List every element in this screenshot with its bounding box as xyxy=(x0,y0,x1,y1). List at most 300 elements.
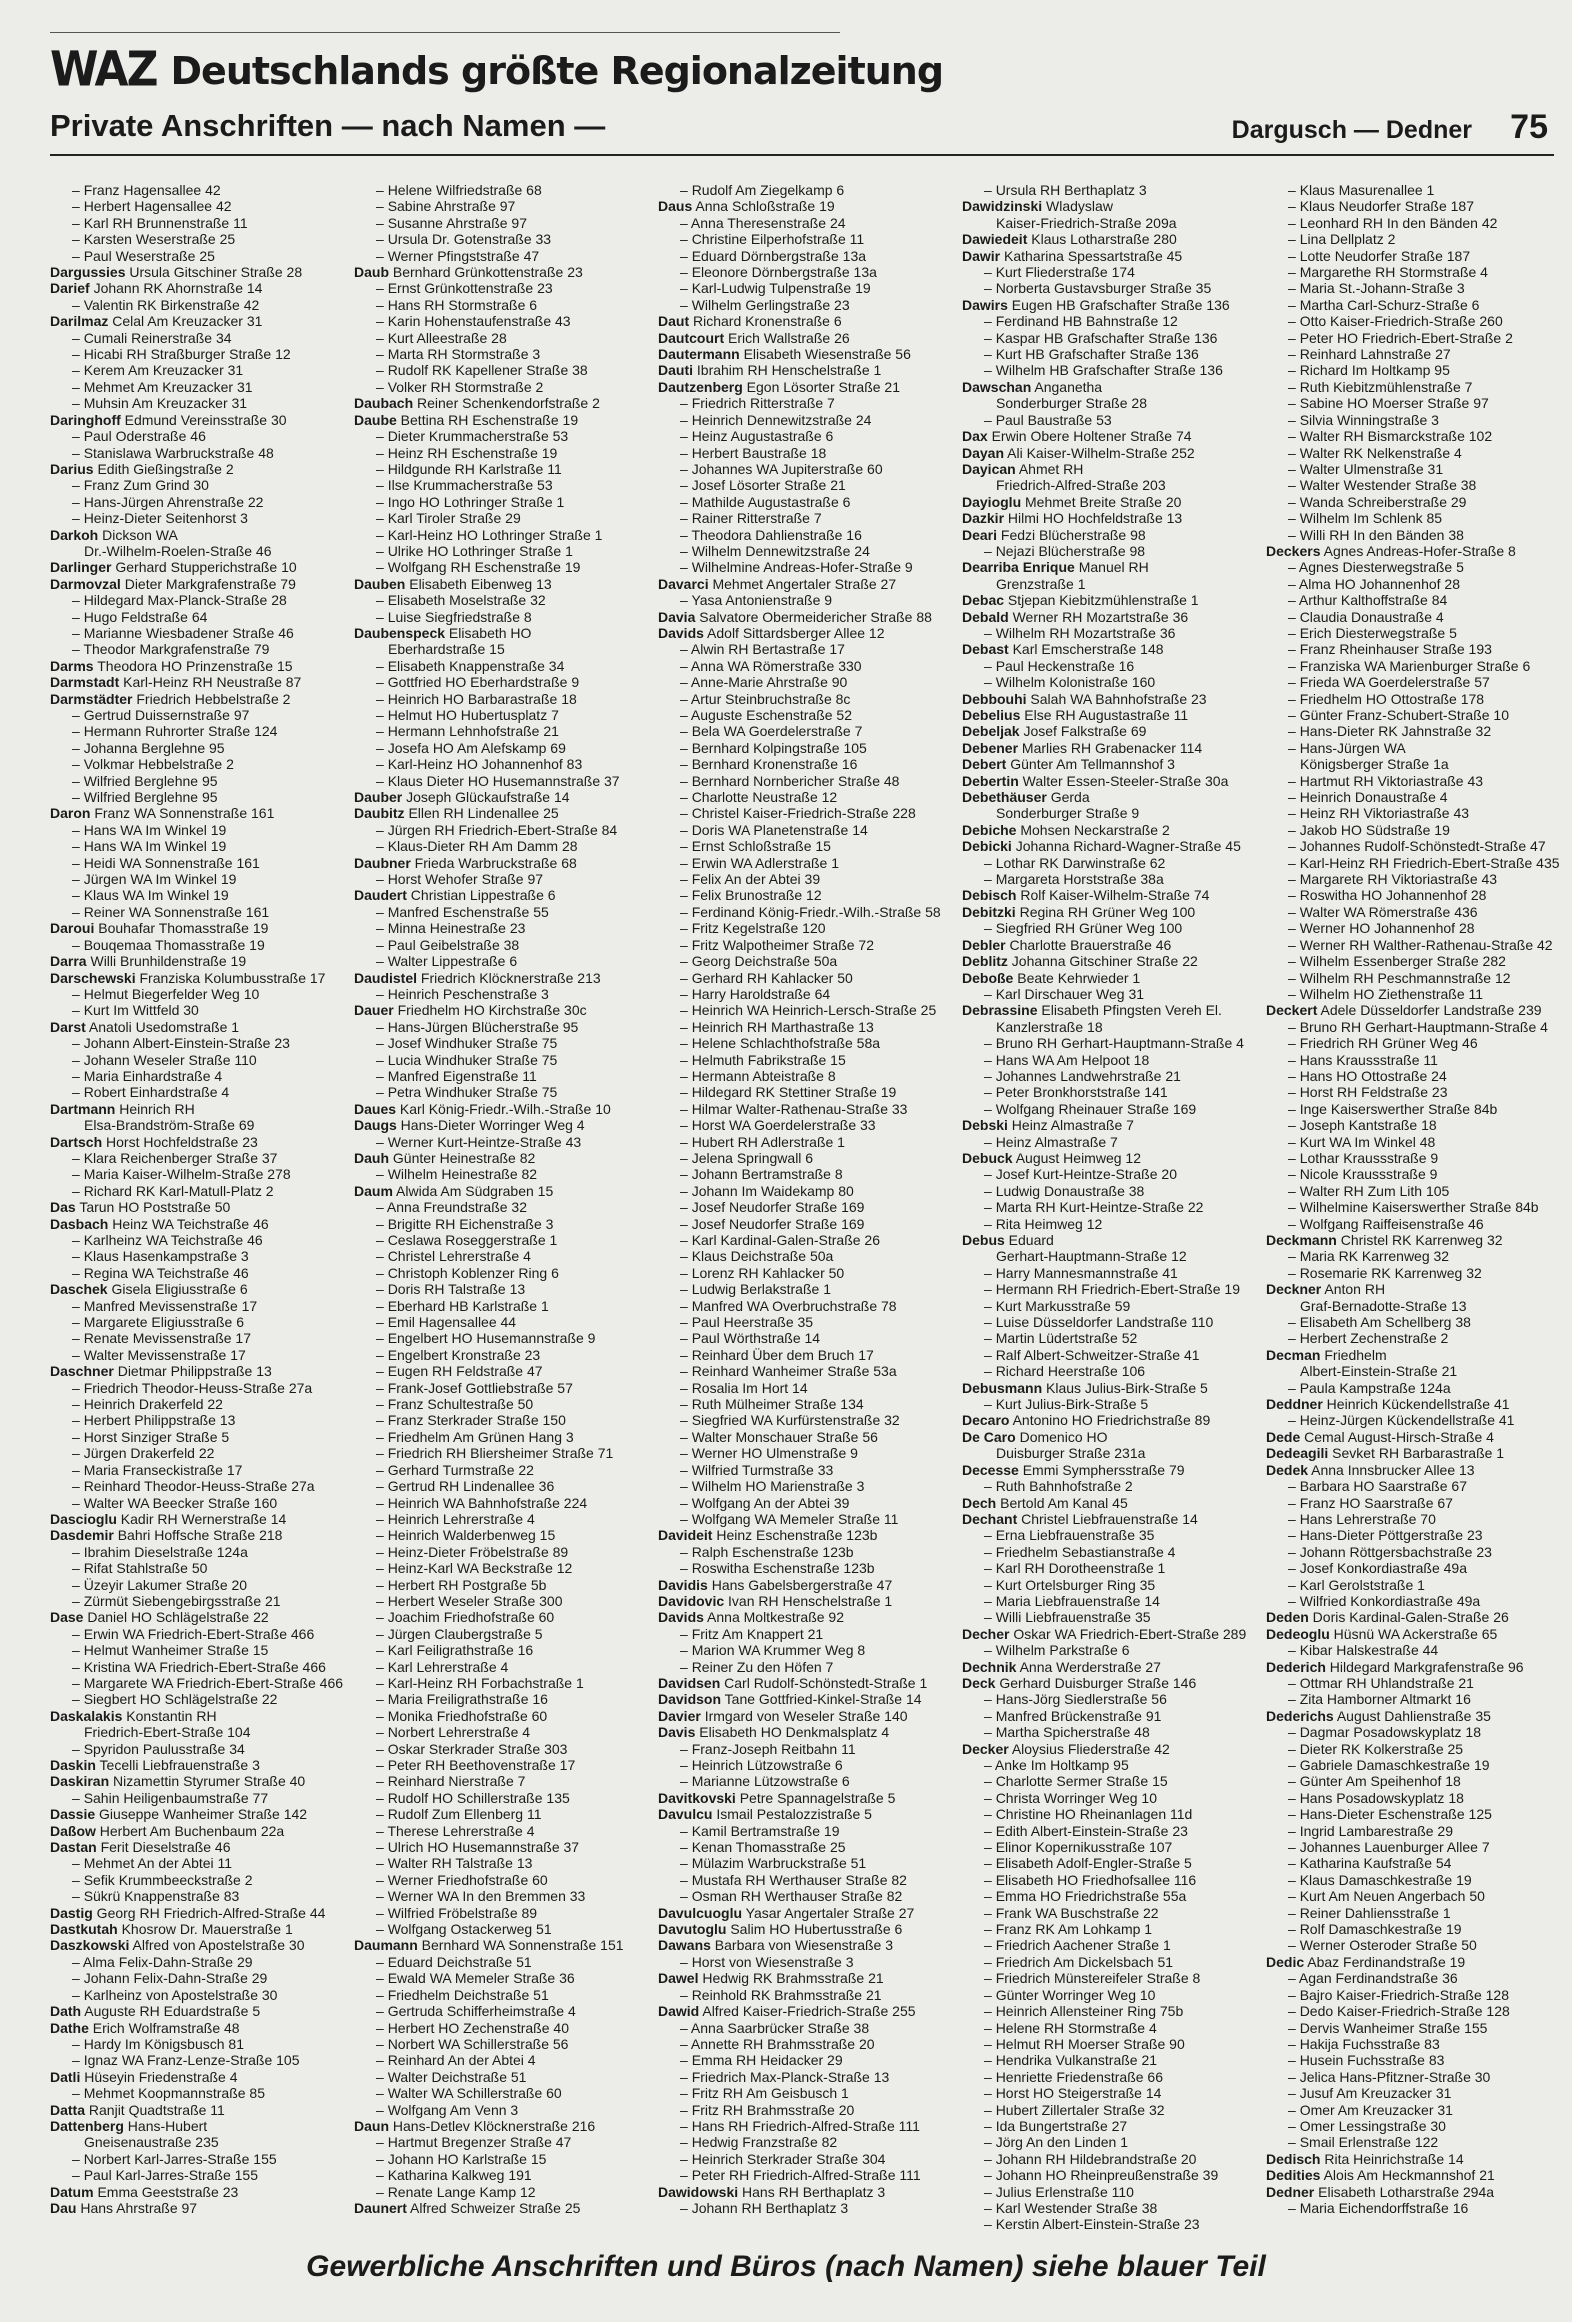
directory-sub-entry: – Siegfried WA Kurfürstenstraße 32 xyxy=(658,1412,946,1428)
directory-sub-entry: – Dagmar Posadowskyplatz 18 xyxy=(1266,1724,1554,1740)
directory-sub-entry: – Dieter Krummacherstraße 53 xyxy=(354,428,642,444)
surname: Daubenspeck xyxy=(354,624,446,641)
entry-details: Anna Werderstraße 27 xyxy=(1016,1658,1161,1675)
directory-sub-entry: – Hermann Abteistraße 8 xyxy=(658,1068,946,1084)
entry-details: Cemal August-Hirsch-Straße 4 xyxy=(1300,1428,1494,1445)
directory-sub-entry: – Werner RH Walther-Rathenau-Straße 42 xyxy=(1266,937,1554,953)
directory-sub-entry: – Kerstin Albert-Einstein-Straße 23 xyxy=(962,2216,1250,2232)
directory-sub-entry: – Margarete Eligiusstraße 6 xyxy=(50,1314,338,1330)
directory-sub-entry: – Rosalia Im Hort 14 xyxy=(658,1380,946,1396)
entry-details: Anna Moltkestraße 92 xyxy=(703,1609,844,1626)
surname: Dechnik xyxy=(962,1658,1017,1675)
surname: Debertin xyxy=(962,772,1019,789)
directory-sub-entry: – Hildegard Max-Planck-Straße 28 xyxy=(50,592,338,608)
surname: Daudert xyxy=(354,887,407,904)
directory-sub-entry: – Horst Sinziger Straße 5 xyxy=(50,1429,338,1445)
directory-sub-entry: – Reiner WA Sonnenstraße 161 xyxy=(50,904,338,920)
directory-entry xyxy=(658,576,946,592)
entry-details: Ibrahim RH Henschelstraße 1 xyxy=(693,362,882,379)
entry-details: Christel Liebfrauenstraße 14 xyxy=(1017,1510,1198,1527)
surname: Darmstädter xyxy=(50,690,133,707)
surname: Dayan xyxy=(962,444,1005,461)
directory-sub-entry: – Helmut RH Moerser Straße 90 xyxy=(962,2036,1250,2052)
directory-sub-entry: – Wilhelm Essenberger Straße 282 xyxy=(1266,953,1554,969)
directory-sub-entry: – Helene Schlachthofstraße 58a xyxy=(658,1035,946,1051)
directory-sub-entry: – Annette RH Brahmsstraße 20 xyxy=(658,2036,946,2052)
surname: Dasbach xyxy=(50,1215,109,1232)
directory-sub-entry: – Hans WA Im Winkel 19 xyxy=(50,822,338,838)
directory-sub-entry: – Mülazim Warbruckstraße 51 xyxy=(658,1855,946,1871)
directory-sub-entry: – Johanna Berglehne 95 xyxy=(50,740,338,756)
surname: Daringhoff xyxy=(50,411,121,428)
directory-entry xyxy=(50,2200,338,2216)
directory-sub-entry: – Paul Karl-Jarres-Straße 155 xyxy=(50,2167,338,2183)
entry-details: Heinz Eschenstraße 123b xyxy=(712,1527,878,1544)
directory-sub-entry: – Reinhard Wanheimer Straße 53a xyxy=(658,1363,946,1379)
directory-sub-entry: – Wilfried Berglehne 95 xyxy=(50,789,338,805)
entry-details: Alfred Schweizer Straße 25 xyxy=(406,2199,581,2216)
directory-entry xyxy=(962,937,1250,953)
directory-sub-entry: – Karl-Heinz RH Friedrich-Ebert-Straße 435 xyxy=(1266,855,1554,871)
directory-entry xyxy=(50,805,338,821)
surname: Dauer xyxy=(354,1002,394,1019)
directory-sub-entry: – Klaus Dieter HO Husemannstraße 37 xyxy=(354,773,642,789)
directory-sub-entry: – Peter RH Beethovenstraße 17 xyxy=(354,1757,642,1773)
entry-details: Christel RK Karrenweg 32 xyxy=(1336,1232,1503,1248)
directory-sub-entry: – Anna Freundstraße 32 xyxy=(354,1199,642,1215)
directory-sub-entry: – Alma HO Johannenhof 28 xyxy=(1266,576,1554,592)
directory-sub-entry: – Hans Posadowskyplatz 18 xyxy=(1266,1790,1554,1806)
directory-sub-entry: – Jelena Springwall 6 xyxy=(658,1150,946,1166)
directory-sub-entry: – Hans HO Ottostraße 24 xyxy=(1266,1068,1554,1084)
entry-details: Ivan RH Henschelstraße 1 xyxy=(724,1592,893,1609)
directory-sub-entry: – Ludwig Berlakstraße 1 xyxy=(658,1281,946,1297)
directory-sub-entry: – Wilfried Berglehne 95 xyxy=(50,773,338,789)
directory-sub-entry: – Ignaz WA Franz-Lenze-Straße 105 xyxy=(50,2052,338,2068)
entry-details: Günter Heinestraße 82 xyxy=(389,1149,536,1166)
directory-entry xyxy=(354,970,642,986)
directory-sub-entry: – Fritz RH Am Geisbusch 1 xyxy=(658,2085,946,2101)
directory-sub-entry: – Kristina WA Friedrich-Ebert-Straße 466 xyxy=(50,1659,338,1675)
surname: Daudistel xyxy=(354,969,418,986)
directory-sub-entry: – Walter WA Beecker Straße 160 xyxy=(50,1495,338,1511)
directory-sub-entry: – Gertruda Schifferheimstraße 4 xyxy=(354,2003,642,2019)
directory-sub-entry: – Karin Hohenstaufenstraße 43 xyxy=(354,313,642,329)
entry-details: Bernhard Grünkottenstraße 23 xyxy=(389,264,583,281)
entry-details: Elisabeth Pfingsten Vereh El. xyxy=(1037,1002,1222,1019)
surname: Dase xyxy=(50,1609,84,1626)
directory-sub-entry: – Ulrike HO Lothringer Straße 1 xyxy=(354,543,642,559)
directory-entry xyxy=(962,592,1250,608)
entry-continuation: Sonderburger Straße 28 xyxy=(996,395,1147,412)
directory-entry xyxy=(658,198,946,214)
entry-details: Eugen HB Grafschafter Straße 136 xyxy=(1007,296,1230,313)
directory-sub-entry: – Smail Erlenstraße 122 xyxy=(1266,2134,1554,2150)
directory-sub-entry: – Kurt WA Im Winkel 48 xyxy=(1266,1134,1554,1150)
directory-sub-entry: – Inge Kaiserswerther Straße 84b xyxy=(1266,1101,1554,1117)
surname: Debiche xyxy=(962,821,1017,838)
surname: Davis xyxy=(658,1724,696,1741)
surname: Dastan xyxy=(50,1839,97,1856)
directory-entry xyxy=(1266,1462,1554,1478)
directory-sub-entry: – Ferdinand HB Bahnstraße 12 xyxy=(962,313,1250,329)
surname: Deblitz xyxy=(962,953,1008,970)
directory-sub-entry: – Anna Theresenstraße 24 xyxy=(658,215,946,231)
entry-details: Frieda Warbruckstraße 68 xyxy=(410,854,577,871)
directory-sub-entry: – Heinz Augustastraße 6 xyxy=(658,428,946,444)
entry-details: Anton RH xyxy=(1321,1281,1386,1298)
directory-sub-entry: – Friedrich Aachener Straße 1 xyxy=(962,1937,1250,1953)
directory-sub-entry: – Gerhard RH Kahlacker 50 xyxy=(658,970,946,986)
entry-details: Bahri Hoffsche Straße 218 xyxy=(113,1527,283,1544)
directory-sub-entry: – Heinz-Jürgen Kückendellstraße 41 xyxy=(1266,1412,1554,1428)
directory-entry xyxy=(50,1609,338,1625)
entry-details: Carl Rudolf-Schönstedt-Straße 1 xyxy=(720,1674,928,1691)
directory-sub-entry: – Alma Felix-Dahn-Straße 29 xyxy=(50,1954,338,1970)
directory-sub-entry: – Lothar RK Darwinstraße 62 xyxy=(962,855,1250,871)
directory-sub-entry: – Auguste Eschenstraße 52 xyxy=(658,707,946,723)
directory-entry xyxy=(1266,2167,1554,2183)
surname: Dawschan xyxy=(962,378,1032,395)
surname: Dedner xyxy=(1266,2183,1315,2200)
directory-sub-entry: – Klaus Masurenallee 1 xyxy=(1266,182,1554,198)
entry-details: Salim HO Hubertusstraße 6 xyxy=(726,1921,903,1938)
entry-details: Emmi Symphersstraße 79 xyxy=(1018,1461,1185,1478)
directory-entry xyxy=(1266,1609,1554,1625)
entry-details: Franziska Kolumbusstraße 17 xyxy=(135,969,326,986)
entry-details: Johanna Gitschiner Straße 22 xyxy=(1007,953,1198,970)
directory-entry xyxy=(658,1675,946,1691)
directory-sub-entry: – Wolfgang WA Memeler Straße 11 xyxy=(658,1511,946,1527)
directory-sub-entry: – Ottmar RH Uhlandstraße 21 xyxy=(1266,1675,1554,1691)
directory-sub-entry: – Wilhelm RH Peschmannstraße 12 xyxy=(1266,970,1554,986)
entry-details: Stjepan Kiebitzmühlenstraße 1 xyxy=(1004,592,1199,609)
directory-sub-entry: – Elisabeth Adolf-Engler-Straße 5 xyxy=(962,1855,1250,1871)
directory-sub-entry: – Wilhelm Kolonistraße 160 xyxy=(962,674,1250,690)
directory-sub-entry: – Peter HO Friedrich-Ebert-Straße 2 xyxy=(1266,330,1554,346)
entry-details: Bettina RH Eschenstraße 19 xyxy=(396,411,579,428)
directory-sub-entry: – Dervis Wanheimer Straße 155 xyxy=(1266,2020,1554,2036)
entry-details: Hans-Hubert xyxy=(123,2117,208,2134)
directory-sub-entry: – Nicole Kraussstraße 9 xyxy=(1266,1166,1554,1182)
directory-sub-entry: – Jürgen RH Friedrich-Ebert-Straße 84 xyxy=(354,822,642,838)
surname: Dassie xyxy=(50,1806,96,1823)
directory-sub-entry: – Willi RH In den Bänden 38 xyxy=(1266,527,1554,543)
directory-sub-entry: – Friedhelm Deichstraße 51 xyxy=(354,1987,642,2003)
entry-continuation: Graf-Bernadotte-Straße 13 xyxy=(1300,1297,1467,1314)
directory-sub-entry: – Dieter RK Kolkerstraße 25 xyxy=(1266,1741,1554,1757)
directory-entry xyxy=(962,1150,1250,1166)
directory-entry xyxy=(962,248,1250,264)
directory-sub-entry: – Elisabeth Moselstraße 32 xyxy=(354,592,642,608)
directory-entry xyxy=(50,1363,338,1379)
surname: Deden xyxy=(1266,1609,1309,1626)
directory-entry xyxy=(658,313,946,329)
directory-sub-entry: – Mustafa RH Werthauser Straße 82 xyxy=(658,1872,946,1888)
surname: Dawirs xyxy=(962,296,1008,313)
directory-sub-entry: – Hedwig Franzstraße 82 xyxy=(658,2134,946,2150)
directory-sub-entry: – Ludwig Donaustraße 38 xyxy=(962,1183,1250,1199)
entry-details: Karl König-Friedr.-Wilh.-Straße 10 xyxy=(396,1100,611,1117)
surname: Dedic xyxy=(1266,1953,1305,1970)
directory-sub-entry: – Ernst Grünkottenstraße 23 xyxy=(354,280,642,296)
column-5 xyxy=(1266,182,1560,2216)
entry-details: Friedhelm HO Kirchstraße 30c xyxy=(393,1002,587,1019)
entry-details: Gerhard Stupperichstraße 10 xyxy=(111,559,297,576)
entry-details: Gisela Eligiusstraße 6 xyxy=(107,1281,248,1298)
entry-details: Reiner Schenkendorfstraße 2 xyxy=(413,395,600,412)
entry-details: Erich Wolframstraße 48 xyxy=(88,2019,240,2036)
entry-details: Bouhafar Thomasstraße 19 xyxy=(94,920,269,937)
directory-entry xyxy=(1266,1954,1554,1970)
directory-entry xyxy=(962,691,1250,707)
directory-sub-entry: – Ingo HO Lothringer Straße 1 xyxy=(354,494,642,510)
directory-entry xyxy=(962,1495,1250,1511)
directory-entry xyxy=(962,707,1250,723)
entry-details: Katharina Spessartstraße 45 xyxy=(1000,247,1183,264)
directory-sub-entry: – Charlotte Neustraße 12 xyxy=(658,789,946,805)
entry-details: Richard Kronenstraße 6 xyxy=(689,313,842,330)
directory-sub-entry: – Reinhold RK Brahmsstraße 21 xyxy=(658,1987,946,2003)
directory-sub-entry: – Bouqemaa Thomasstraße 19 xyxy=(50,937,338,953)
directory-sub-entry: – Karl Lehrerstraße 4 xyxy=(354,1659,642,1675)
directory-sub-entry: – Harry Mannesmannstraße 41 xyxy=(962,1265,1250,1281)
directory-sub-entry: – Hans-Dieter RK Jahnstraße 32 xyxy=(1266,723,1554,739)
entry-details: Emma Geeststraße 23 xyxy=(93,2183,239,2200)
waz-logo: WAZ xyxy=(50,41,157,98)
directory-sub-entry: – Artur Steinbruchstraße 8c xyxy=(658,691,946,707)
directory-sub-entry: – Wilfried Turmstraße 33 xyxy=(658,1462,946,1478)
directory-sub-entry: – Ralph Eschenstraße 123b xyxy=(658,1544,946,1560)
directory-entry xyxy=(1266,1002,1554,1018)
surname: Daubitz xyxy=(354,805,405,822)
entry-details: Ismail Pestalozzistraße 5 xyxy=(712,1806,872,1823)
directory-sub-entry: – Omer Lessingstraße 30 xyxy=(1266,2118,1554,2134)
entry-details: Alwida Am Südgraben 15 xyxy=(392,1182,554,1199)
directory-sub-entry: – Jakob HO Südstraße 19 xyxy=(1266,822,1554,838)
directory-sub-entry: – Wilhelm Dennewitzstraße 24 xyxy=(658,543,946,559)
directory-sub-entry: – Maria Einhardstraße 4 xyxy=(50,1068,338,1084)
directory-entry xyxy=(1266,1347,1554,1363)
directory-entry xyxy=(962,379,1250,395)
entry-details: Elisabeth HO xyxy=(445,624,532,641)
directory-sub-entry: – Wilhelm HB Grafschafter Straße 136 xyxy=(962,362,1250,378)
directory-sub-entry: – Joachim Friedhofstraße 60 xyxy=(354,1609,642,1625)
directory-sub-entry: – Werner Pfingststraße 47 xyxy=(354,248,642,264)
directory-sub-entry: – Wilhelm HO Ziethenstraße 11 xyxy=(1266,986,1554,1002)
directory-sub-entry: – Oskar Sterkrader Straße 303 xyxy=(354,1741,642,1757)
directory-sub-entry: – Ibrahim Dieselstraße 124a xyxy=(50,1544,338,1560)
directory-entry xyxy=(50,1019,338,1035)
surname: Dasdemir xyxy=(50,1527,114,1544)
entry-details: August Heimweg 12 xyxy=(1012,1149,1141,1166)
directory-sub-entry: – Volker RH Stormstraße 2 xyxy=(354,379,642,395)
entry-details: Rita Heinrichstraße 14 xyxy=(1320,2150,1464,2167)
surname: Dawidowski xyxy=(658,2183,739,2200)
directory-sub-entry: – Hans WA Am Helpoot 18 xyxy=(962,1052,1250,1068)
entry-details: Bernhard WA Sonnenstraße 151 xyxy=(417,1937,624,1954)
directory-entry xyxy=(962,773,1250,789)
directory-sub-entry: – Horst WA Goerdelerstraße 33 xyxy=(658,1117,946,1133)
directory-entry xyxy=(962,1659,1250,1675)
directory-sub-entry: – Paula Kampstraße 124a xyxy=(1266,1380,1554,1396)
directory-sub-entry: – Maria Liebfrauenstraße 14 xyxy=(962,1593,1250,1609)
directory-sub-entry: – Norbert WA Schillerstraße 56 xyxy=(354,2036,642,2052)
surname: Davidson xyxy=(658,1691,722,1708)
directory-entry xyxy=(354,2118,642,2134)
directory-sub-entry: – Jusuf Am Kreuzacker 31 xyxy=(1266,2085,1554,2101)
entry-details: Ahmet RH xyxy=(1015,460,1084,477)
directory-entry xyxy=(962,609,1250,625)
entry-details: Celal Am Kreuzacker 31 xyxy=(108,313,263,330)
directory-sub-entry: – Erwin WA Friedrich-Ebert-Straße 466 xyxy=(50,1626,338,1642)
directory-sub-entry: – Franz HO Saarstraße 67 xyxy=(1266,1495,1554,1511)
surname: Debert xyxy=(962,756,1007,773)
directory-sub-entry: – Elisabeth HO Friedhofsallee 116 xyxy=(962,1872,1250,1888)
directory-sub-entry: – Josef Lösorter Straße 21 xyxy=(658,477,946,493)
directory-sub-entry: – Friedrich Münstereifeler Straße 8 xyxy=(962,1970,1250,1986)
directory-sub-entry: – Maria Eichendorffstraße 16 xyxy=(1266,2200,1554,2216)
entry-details: Else RH Augustastraße 11 xyxy=(1020,707,1189,723)
directory-sub-entry: – Friedrich RH Bliersheimer Straße 71 xyxy=(354,1445,642,1461)
entry-details: Egon Lösorter Straße 21 xyxy=(742,378,900,395)
surname: Dascioglu xyxy=(50,1510,117,1527)
directory-sub-entry: – Friedrich Max-Planck-Straße 13 xyxy=(658,2069,946,2085)
directory-sub-entry: – Johann HO Karlstraße 15 xyxy=(354,2151,642,2167)
directory-sub-entry: – Monika Friedhofstraße 60 xyxy=(354,1708,642,1724)
column-3 xyxy=(658,182,946,2216)
surname: Dattenberg xyxy=(50,2117,124,2134)
directory-sub-entry: – Hartmut Bregenzer Straße 47 xyxy=(354,2134,642,2150)
directory-sub-entry: – Johann Albert-Einstein-Straße 23 xyxy=(50,1035,338,1051)
surname: Decher xyxy=(962,1625,1010,1642)
directory-sub-entry: – Franz Zum Grind 30 xyxy=(50,477,338,493)
directory-sub-entry: – Anne-Marie Ahrstraße 90 xyxy=(658,674,946,690)
surname: Dartsch xyxy=(50,1133,103,1150)
directory-entry xyxy=(50,1823,338,1839)
surname: Dartmann xyxy=(50,1100,116,1117)
surname: Daubner xyxy=(354,854,411,871)
surname: Daszkowski xyxy=(50,1937,130,1954)
directory-entry xyxy=(962,723,1250,739)
directory-entry xyxy=(50,1511,338,1527)
entry-details: Georg RH Friedrich-Alfred-Straße 44 xyxy=(92,1904,326,1921)
directory-sub-entry: – Maria St.-Johann-Straße 3 xyxy=(1266,280,1554,296)
directory-sub-entry: – Regina WA Teichstraße 46 xyxy=(50,1265,338,1281)
directory-sub-entry: – Reinhard Theodor-Heuss-Straße 27a xyxy=(50,1478,338,1494)
directory-sub-entry: – Ingrid Lambarestraße 29 xyxy=(1266,1823,1554,1839)
entry-details: Fedzi Blücherstraße 98 xyxy=(997,526,1146,543)
directory-sub-entry: – Harry Haroldstraße 64 xyxy=(658,986,946,1002)
surname: Daut xyxy=(658,313,690,330)
entry-details: Gerda xyxy=(1046,789,1090,806)
directory-sub-entry: – Mehmet Am Kreuzacker 31 xyxy=(50,379,338,395)
directory-sub-entry: – Wolfgang RH Eschenstraße 19 xyxy=(354,559,642,575)
header-rule xyxy=(50,154,1554,156)
entry-details: Khosrow Dr. Mauerstraße 1 xyxy=(117,1921,293,1938)
directory-sub-entry: – Karl Gerolststraße 1 xyxy=(1266,1577,1554,1593)
directory-entry xyxy=(658,1806,946,1822)
directory-sub-entry: – Muhsin Am Kreuzacker 31 xyxy=(50,395,338,411)
directory-entry xyxy=(962,970,1250,986)
directory-sub-entry: – Husein Fuchsstraße 83 xyxy=(1266,2052,1554,2068)
directory-entry xyxy=(658,1970,946,1986)
surname: Dax xyxy=(962,428,988,445)
directory-sub-entry: – Paul Geibelstraße 38 xyxy=(354,937,642,953)
directory-sub-entry: – Franz Rheinhauser Straße 193 xyxy=(1266,641,1554,657)
surname: Deckert xyxy=(1266,1002,1318,1019)
directory-sub-entry: – Maria Freiligrathstraße 16 xyxy=(354,1691,642,1707)
directory-sub-entry: – Reiner Zu den Höfen 7 xyxy=(658,1659,946,1675)
directory-sub-entry: – Margarete RH Viktoriastraße 43 xyxy=(1266,871,1554,887)
directory-sub-entry: – Fritz Walpotheimer Straße 72 xyxy=(658,937,946,953)
directory-entry xyxy=(962,428,1250,444)
directory-sub-entry: – Kurt HB Grafschafter Straße 136 xyxy=(962,346,1250,362)
directory-sub-entry: – Walter RH Talstraße 13 xyxy=(354,1855,642,1871)
directory-sub-entry: – Werner HO Ulmenstraße 9 xyxy=(658,1445,946,1461)
surname: Debethäuser xyxy=(962,789,1047,806)
directory-sub-entry: – Klara Reichenberger Straße 37 xyxy=(50,1150,338,1166)
directory-entry xyxy=(658,1593,946,1609)
directory-sub-entry: – Kurt Markusstraße 59 xyxy=(962,1298,1250,1314)
entry-details: Josef Falkstraße 69 xyxy=(1019,723,1147,740)
entry-details: Doris Kardinal-Galen-Straße 26 xyxy=(1308,1609,1509,1626)
directory-entry xyxy=(50,412,338,428)
directory-sub-entry: – Klaus Damaschkestraße 19 xyxy=(1266,1872,1554,1888)
directory-sub-entry: – Reiner Dahliensstraße 1 xyxy=(1266,1905,1554,1921)
directory-entry xyxy=(658,1577,946,1593)
directory-sub-entry: – Ursula Dr. Gotenstraße 33 xyxy=(354,231,642,247)
directory-entry xyxy=(658,1708,946,1724)
directory-sub-entry: – Wilhelm Gerlingstraße 23 xyxy=(658,297,946,313)
directory-sub-entry: – Manfred WA Overbruchstraße 78 xyxy=(658,1298,946,1314)
directory-sub-entry: – Maria Franseckistraße 17 xyxy=(50,1462,338,1478)
directory-sub-entry: – Werner Osteroder Straße 50 xyxy=(1266,1937,1554,1953)
entry-continuation: Friedrich-Alfred-Straße 203 xyxy=(996,477,1166,494)
directory-sub-entry: – Wanda Schreiberstraße 29 xyxy=(1266,494,1554,510)
entry-details: Ali Kaiser-Wilhelm-Straße 252 xyxy=(1004,444,1195,461)
directory-sub-entry: – Brigitte RH Eichenstraße 3 xyxy=(354,1216,642,1232)
directory-sub-entry: – Hermann RH Friedrich-Ebert-Straße 19 xyxy=(962,1281,1250,1297)
entry-details: Tecelli Liebfrauenstraße 3 xyxy=(95,1757,260,1773)
directory-entry xyxy=(354,1117,642,1133)
directory-sub-entry: – Otto Kaiser-Friedrich-Straße 260 xyxy=(1266,313,1554,329)
directory-entry xyxy=(50,1199,338,1215)
directory-sub-entry: – Wilhelm Heinestraße 82 xyxy=(354,1166,642,1182)
entry-details: Anna Schloßstraße 19 xyxy=(692,198,835,215)
directory-sub-entry: – Friedrich RH Grüner Weg 46 xyxy=(1266,1035,1554,1051)
surname: Decesse xyxy=(962,1461,1019,1478)
directory-sub-entry: – Rosemarie RK Karrenweg 32 xyxy=(1266,1265,1554,1281)
directory-sub-entry: – Richard Im Holtkamp 95 xyxy=(1266,362,1554,378)
directory-entry xyxy=(50,1937,338,1953)
surname: Darst xyxy=(50,1018,86,1035)
surname: Debitzki xyxy=(962,903,1016,920)
surname: Dedeoglu xyxy=(1266,1625,1330,1642)
directory-sub-entry: – Frank WA Buschstraße 22 xyxy=(962,1905,1250,1921)
entry-details: Charlotte Brauerstraße 46 xyxy=(1005,936,1172,953)
directory-entry xyxy=(1266,2184,1554,2200)
directory-sub-entry: – Martha Carl-Schurz-Straße 6 xyxy=(1266,297,1554,313)
directory-sub-entry: – Felix An der Abtei 39 xyxy=(658,871,946,887)
entry-details: Alois Am Heckmannshof 21 xyxy=(1320,2167,1495,2184)
directory-sub-entry: – Hans RH Friedrich-Alfred-Straße 111 xyxy=(658,2118,946,2134)
directory-sub-entry: – Walter Monschauer Straße 56 xyxy=(658,1429,946,1445)
directory-sub-entry: – Klaus WA Im Winkel 19 xyxy=(50,887,338,903)
directory-sub-entry: – Heinrich Donaustraße 4 xyxy=(1266,789,1554,805)
directory-sub-entry: – Marianne Lützowstraße 6 xyxy=(658,1773,946,1789)
surname: Darief xyxy=(50,280,90,297)
